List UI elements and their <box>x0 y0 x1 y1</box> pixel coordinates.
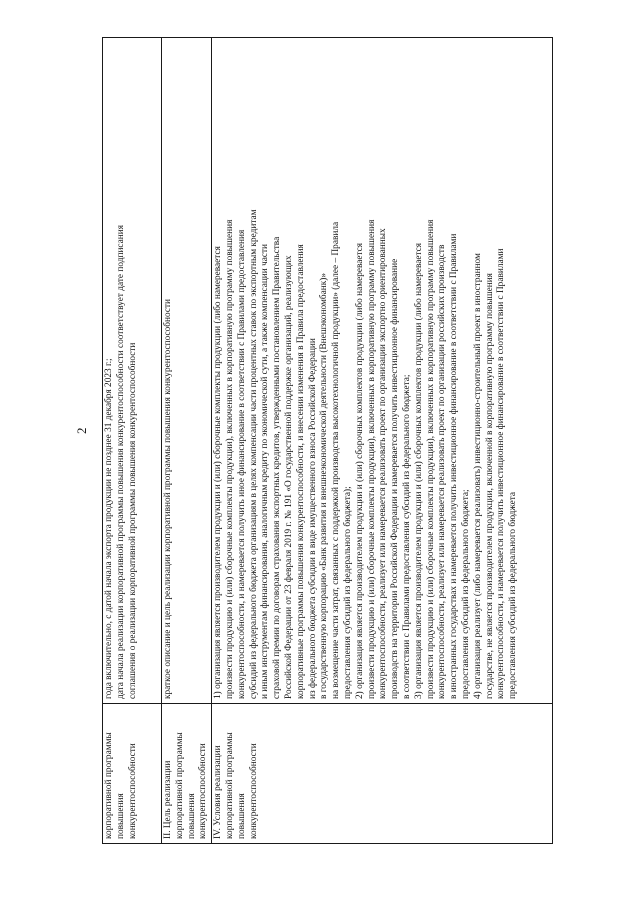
row-content-line: конкурентоспособности, и намеревается получить инвестиционное финансирование в соответствии с Правилами <box>496 248 507 699</box>
row-content-line: конкурентоспособности, и намеревается получить иное финансирование в соответствии с Правилами предоставления <box>236 229 247 699</box>
row-content-line: дата начала реализации корпоративной программы повышения конкурентоспособности соответствует дате подписания <box>115 224 126 699</box>
row-content-line: произвести продукцию и (или) сборочные комплекты продукции), включенных в корпоративную программу повышения <box>224 219 235 699</box>
row-content-line: 3) организация является производителем продукции и (или) сборочных комплектов продукции (либо намеревается <box>413 242 424 699</box>
row-label-line: конкурентоспособности <box>248 743 259 839</box>
row-content-line: соглашения о реализации корпоративной программы повышения конкурентоспособности <box>127 342 138 699</box>
table-row <box>212 38 553 844</box>
row-content-cell <box>162 38 212 704</box>
row-label-line: конкурентоспособности <box>127 743 138 839</box>
row-label-line: повышения <box>115 793 126 839</box>
row-content-line: в соответствии с Правилами предоставления субсидий из федерального бюджета; <box>401 374 412 699</box>
row-label-line: повышения <box>186 793 197 839</box>
row-label-line: корпоративной программы <box>174 732 185 839</box>
row-label-line: конкурентоспособности <box>198 743 209 839</box>
table-row <box>103 38 162 844</box>
row-content-line: предоставления субсидий из федерального бюджета); <box>342 486 353 699</box>
row-label-line: корпоративной программы <box>224 732 235 839</box>
row-content-line: субсидий из федерального бюджета организациям в целях компенсации части процентных ставок по экспортным кредитам <box>248 209 259 699</box>
row-label-line: повышения <box>236 793 247 839</box>
row-content-line: в иностранных государствах и намеревается получить инвестиционное финансирование в соответствии с Правилами <box>449 233 460 699</box>
row-content-line: и иным инструментам финансирования, аналогичным кредиту по экономической сути, а также компенсации части <box>260 243 271 699</box>
row-content-line: Российской Федерации от 23 февраля 2019 г. № 191 «О государственной поддержке организаций, реализующих <box>283 255 294 699</box>
row-content-line: на возмещение части затрат, связанных с поддержкой производства высокотехнологичной продукции» (далее – Правила <box>331 221 342 699</box>
row-content-line: предоставления субсидий из федерального бюджета; <box>460 489 471 699</box>
row-content-line: года включительно, с датой начала экспорта продукции не позднее 31 декабря 2023 г.; <box>104 358 114 699</box>
table-row <box>162 38 212 844</box>
row-content-cell <box>212 38 553 704</box>
row-label-cell <box>162 704 212 844</box>
row-content-line: произвести продукцию и (или) сборочные комплекты продукции), включенных в корпоративную программу повышения <box>366 219 377 699</box>
row-content-line: произвести продукцию и (или) сборочные комплекты продукции), включенных в корпоративную программу повышения <box>425 219 436 699</box>
row-content-cell <box>103 38 162 704</box>
row-label-line: IV. Условия реализации <box>213 745 224 839</box>
row-content-line: конкурентоспособности, реализует или намеревается реализовать проект по организации российских производств <box>437 244 448 699</box>
row-content-line: корпоративные программы повышения конкурентоспособности, и внесении изменения в Правила предоставления <box>295 244 306 699</box>
row-content-line: из федерального бюджета субсидии в виде имущественного взноса Российской Федерации <box>307 338 318 699</box>
page-number: 2 <box>74 427 89 434</box>
row-content-line: производств на территории Российской Федерации и намеревается получить инвестиционное финансирование <box>390 258 401 699</box>
row-content-line: 2) организация является производителем продукции и (или) сборочных комплектов продукции (либо намеревается <box>354 242 365 699</box>
row-content-line: предоставления субсидий из федерального бюджета <box>508 491 519 699</box>
row-label-cell <box>103 704 162 844</box>
row-content-line: конкурентоспособности, реализует или намеревается реализовать проект по организации экспортно ориентированных <box>378 228 389 699</box>
row-content-line: в государственную корпорацию «Банк развития и внешнеэкономической деятельности (Внешэкономбанк)» <box>319 272 330 699</box>
row-content-line: 1) организация является производителем продукции и (или) сборочные комплекты продукции (либо намеревается <box>213 246 224 699</box>
row-label-line: корпоративной программы <box>104 732 114 839</box>
rotated-table-container <box>102 38 550 844</box>
program-info-table <box>102 37 553 844</box>
row-label-cell <box>212 704 553 844</box>
row-content-line: государстве, не является производителем продукции, включенной в корпоративную программу повышения <box>484 273 495 699</box>
row-content-line: 4) организация реализует (либо намеревается реализовать) инвестиционно-строительный проект в иностранном <box>472 253 483 699</box>
row-content-line: страховой премии по договорам страхования экспортных кредитов, утвержденными постановлением Правительства <box>272 236 283 699</box>
row-label-line: II. Цель реализации <box>163 760 173 839</box>
row-content-line: краткое описание и цель реализации корпоративной программы повышения конкурентоспособности <box>163 298 173 699</box>
